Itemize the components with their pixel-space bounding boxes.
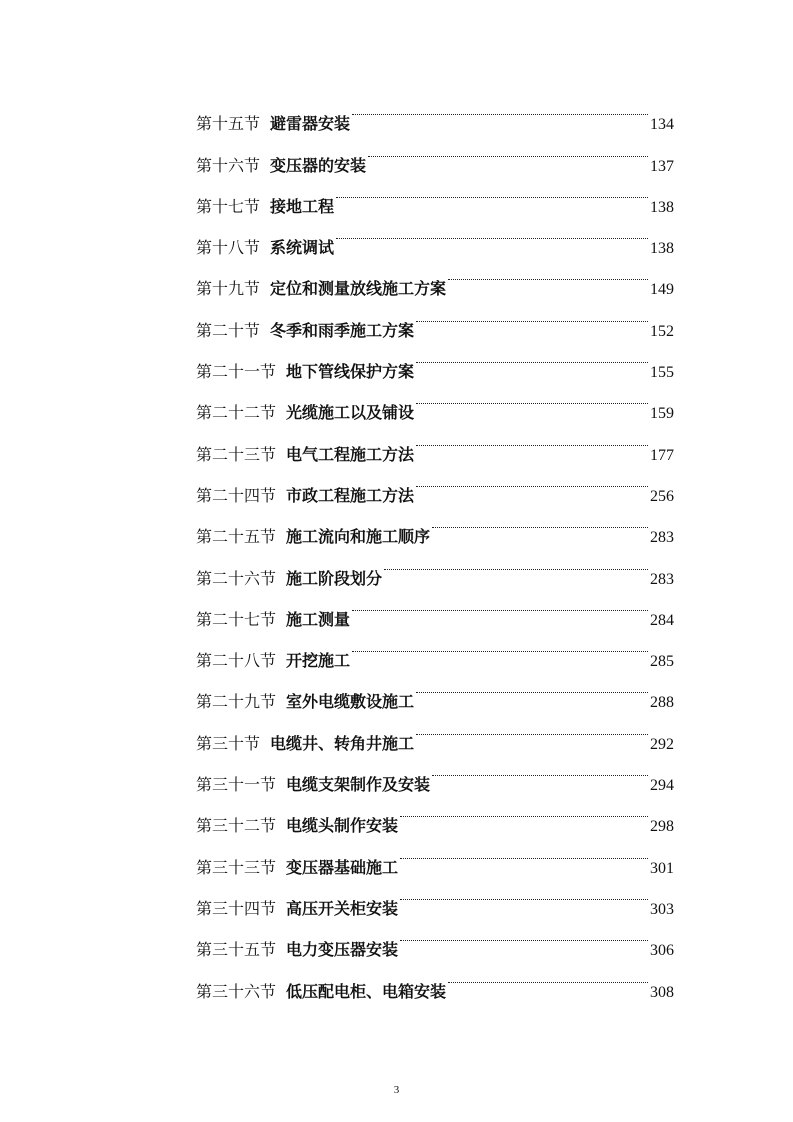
section-title: 施工阶段划分: [286, 568, 383, 588]
toc-entry[interactable]: [196, 253, 674, 299]
toc-entry[interactable]: [196, 171, 674, 216]
section-number: 第三十节: [196, 733, 261, 753]
section-page-number: 152: [650, 322, 674, 340]
section-title: 避雷器安装: [270, 114, 351, 134]
section-number: 第三十五节: [196, 940, 277, 960]
dot-leader: [416, 666, 648, 707]
section-title: 电缆井、转角井施工: [270, 733, 415, 753]
section-page-number: 285: [650, 653, 674, 671]
dot-leader: [416, 707, 648, 748]
dot-leader: [336, 212, 648, 253]
section-title: 变压器的安装: [270, 155, 367, 175]
dot-leader: [416, 336, 648, 377]
toc-entry[interactable]: [196, 294, 674, 340]
section-number: 第三十二节: [196, 816, 277, 836]
section-number: 第三十三节: [196, 857, 277, 877]
dot-leader: [416, 377, 648, 418]
section-number: 第二十一节: [196, 362, 277, 382]
section-title: 接地工程: [270, 196, 335, 216]
section-page-number: 134: [650, 116, 674, 134]
section-page-number: 288: [650, 694, 674, 712]
section-title: 地下管线保护方案: [286, 362, 415, 382]
section-page-number: 177: [650, 446, 674, 464]
toc-entry[interactable]: [196, 212, 674, 258]
section-title: 电气工程施工方法: [286, 444, 415, 464]
section-number: 第二十二节: [196, 403, 277, 423]
dot-leader: [400, 914, 648, 955]
section-title: 室外电缆敷设施工: [286, 692, 415, 712]
section-title: 变压器基础施工: [286, 857, 399, 877]
section-title: 冬季和雨季施工方案: [270, 320, 415, 340]
section-title: 施工测量: [286, 609, 351, 629]
section-title: 高压开关柜安装: [286, 898, 399, 918]
table-of-contents: [196, 88, 674, 1001]
section-page-number: 138: [650, 240, 674, 258]
section-number: 第二十八节: [196, 651, 277, 671]
toc-entry[interactable]: [196, 88, 674, 134]
dot-leader: [400, 831, 648, 872]
section-number: 第二十节: [196, 320, 261, 340]
section-number: 第二十四节: [196, 485, 277, 505]
section-title: 电缆头制作安装: [286, 816, 399, 836]
dot-leader: [448, 253, 648, 294]
dot-leader: [416, 294, 648, 335]
section-number: 第二十七节: [196, 609, 277, 629]
dot-leader: [400, 873, 648, 914]
section-title: 施工流向和施工顺序: [286, 527, 431, 547]
section-page-number: 303: [650, 900, 674, 918]
dot-leader: [432, 749, 648, 790]
section-number: 第十七节: [196, 196, 261, 216]
toc-entry[interactable]: [196, 129, 674, 175]
dot-leader: [400, 790, 648, 831]
section-page-number: 256: [650, 487, 674, 505]
section-title: 电缆支架制作及安装: [286, 775, 431, 795]
section-title: 低压配电柜、电箱安装: [286, 981, 447, 1001]
dot-leader: [368, 129, 648, 170]
dot-leader: [448, 955, 648, 996]
dot-leader: [336, 171, 648, 212]
section-number: 第十九节: [196, 279, 261, 299]
section-number: 第二十五节: [196, 527, 277, 547]
section-title: 开挖施工: [286, 651, 351, 671]
section-title: 光缆施工以及铺设: [286, 403, 415, 423]
section-number: 第二十六节: [196, 568, 277, 588]
section-title: 电力变压器安装: [286, 940, 399, 960]
section-page-number: 159: [650, 405, 674, 423]
dot-leader: [352, 584, 648, 625]
section-title: 市政工程施工方法: [286, 485, 415, 505]
dot-leader: [352, 88, 648, 129]
section-title: 定位和测量放线施工方案: [270, 279, 447, 299]
dot-leader: [416, 460, 648, 501]
dot-leader: [352, 625, 648, 666]
section-page-number: 284: [650, 611, 674, 629]
toc-entry[interactable]: [196, 749, 674, 795]
section-number: 第三十六节: [196, 981, 277, 1001]
section-page-number: 149: [650, 281, 674, 299]
dot-leader: [432, 501, 648, 542]
section-page-number: 137: [650, 157, 674, 175]
section-page-number: 138: [650, 198, 674, 216]
section-page-number: 292: [650, 735, 674, 753]
page-footer-number: 3: [393, 1084, 400, 1096]
section-number: 第二十三节: [196, 444, 277, 464]
section-page-number: 308: [650, 983, 674, 1001]
section-page-number: 283: [650, 529, 674, 547]
section-page-number: 294: [650, 777, 674, 795]
section-title: 系统调试: [270, 238, 335, 258]
section-number: 第十八节: [196, 238, 261, 258]
section-page-number: 298: [650, 818, 674, 836]
section-page-number: 283: [650, 570, 674, 588]
toc-entry[interactable]: [196, 336, 674, 382]
section-number: 第三十一节: [196, 775, 277, 795]
section-number: 第二十九节: [196, 692, 277, 712]
dot-leader: [416, 418, 648, 459]
section-number: 第十五节: [196, 114, 261, 134]
section-number: 第十六节: [196, 155, 261, 175]
section-page-number: 155: [650, 364, 674, 382]
section-number: 第三十四节: [196, 898, 277, 918]
dot-leader: [384, 542, 648, 583]
section-page-number: 306: [650, 942, 674, 960]
section-page-number: 301: [650, 859, 674, 877]
